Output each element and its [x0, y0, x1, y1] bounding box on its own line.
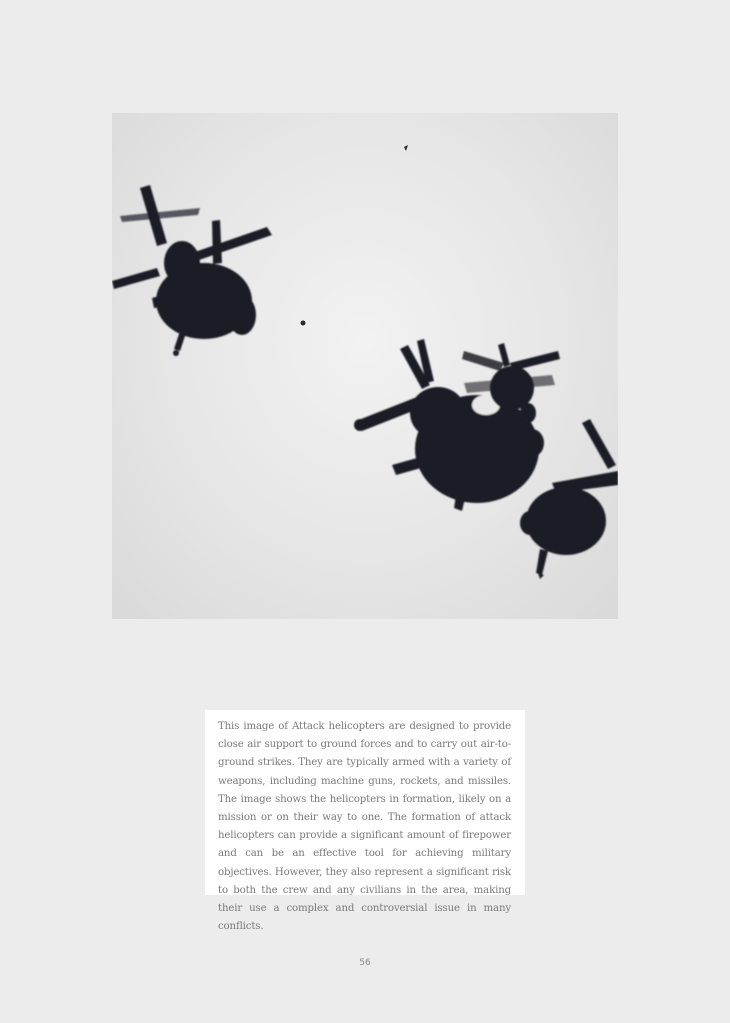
caption-text: This image of Attack helicopters are designed to provide close air support to ground forces and to carry out air-to-ground strikes. They are typically armed with a variety of weapons, including machine guns, rockets, and missiles. The image shows the helicopters in formation, likely on a mission or on their way to one. The formation of attack helicopters can provide a significant amount of firepower and can be an effective tool for achieving military objectives. However, they also represent a significant risk to both the crew and any civilians in the area, making their use a complex and controversial issue in many conflicts. — [218, 721, 511, 933]
helicopter-photo-graphic — [112, 113, 618, 619]
caption-box — [205, 710, 525, 933]
speck — [404, 145, 408, 151]
page-number: 56 — [359, 958, 371, 968]
helicopter-photo — [112, 113, 618, 619]
helicopter-left — [112, 185, 272, 356]
speck — [301, 321, 306, 326]
